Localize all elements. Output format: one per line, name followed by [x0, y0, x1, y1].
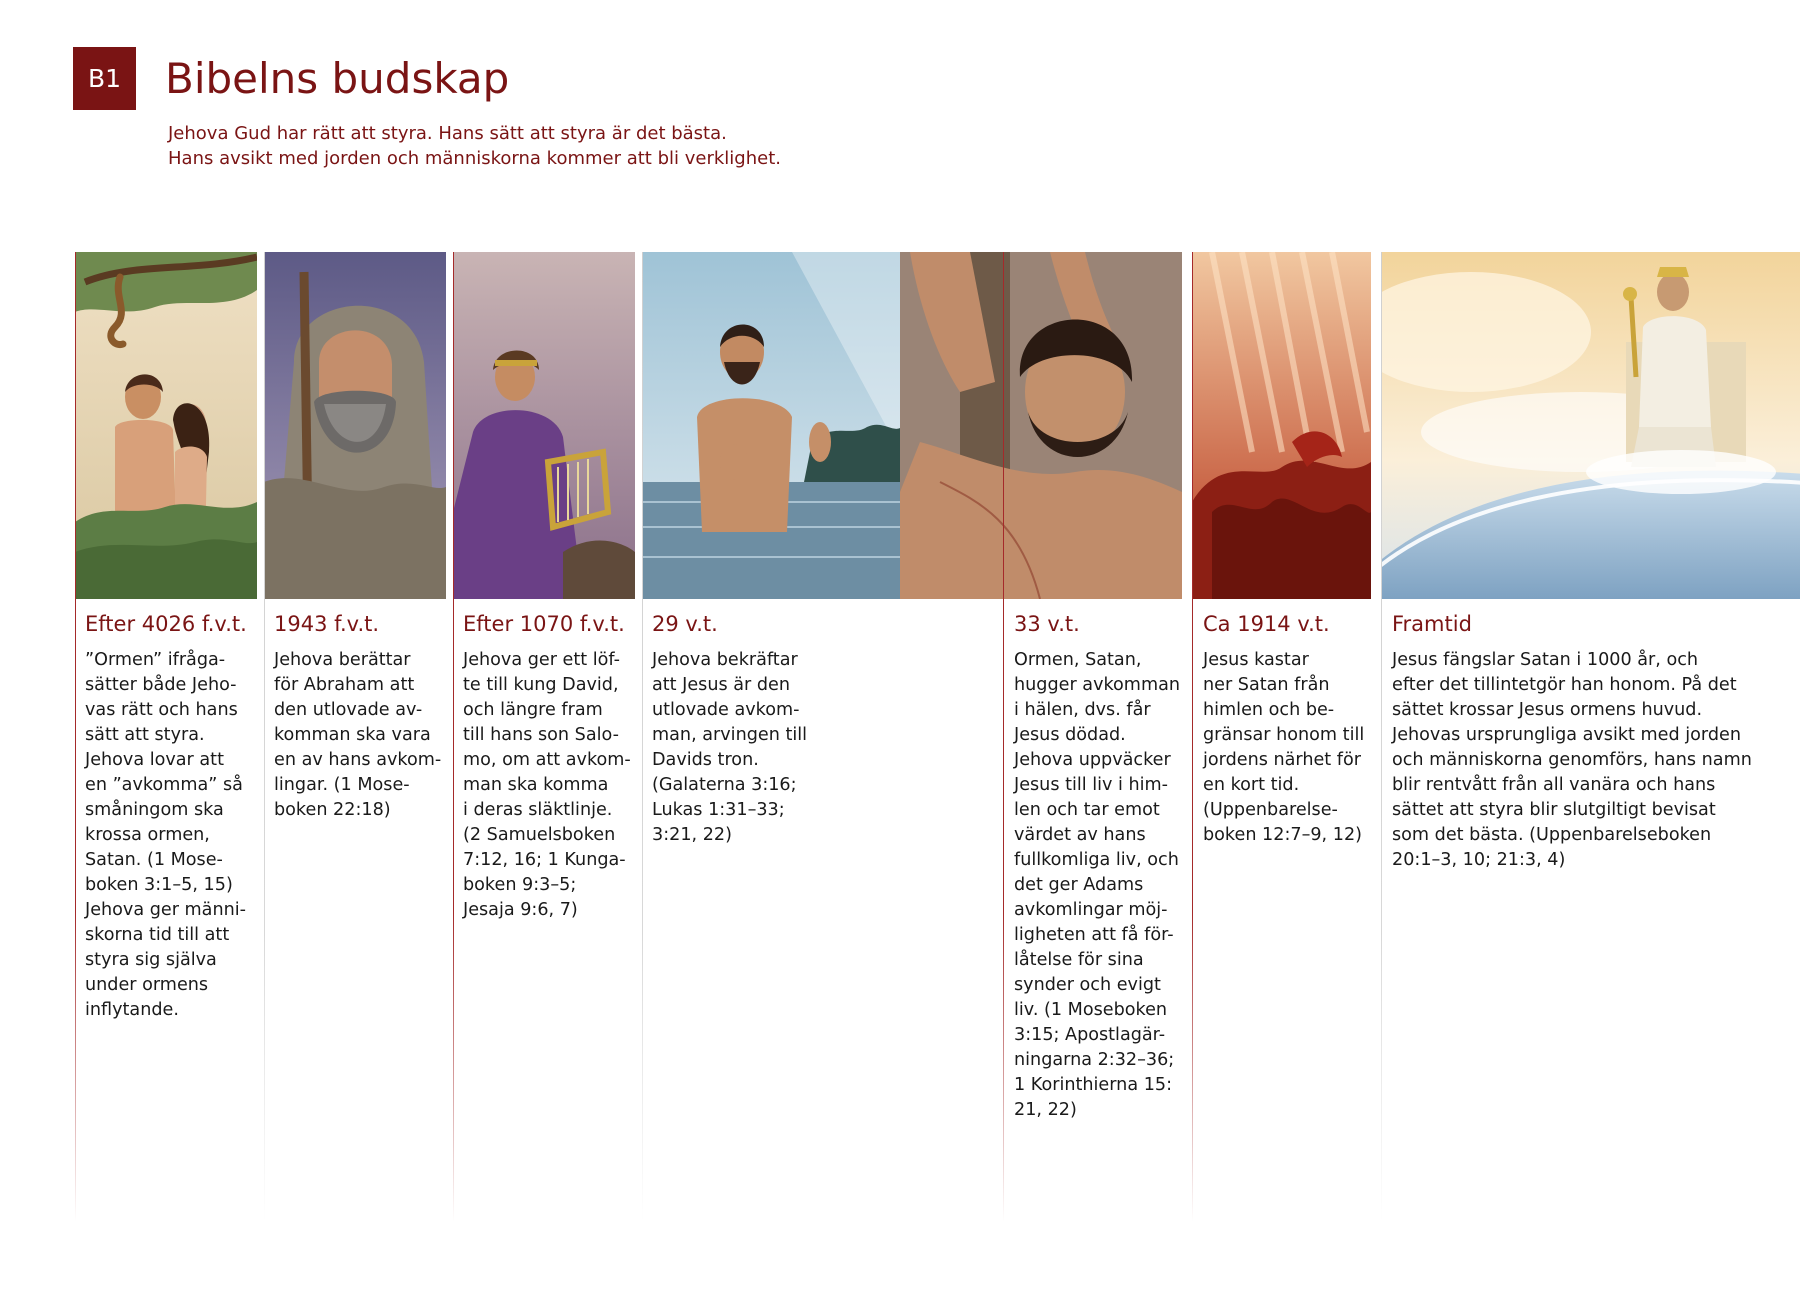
description-line: (2 Samuelsboken — [463, 825, 616, 845]
description-line: Jehovas ursprungliga avsikt med jorden — [1392, 725, 1741, 745]
king-david-harp-illustration — [453, 252, 635, 599]
description-line: boken 9:3–5; — [463, 875, 577, 895]
description-line: värdet av hans — [1014, 825, 1146, 845]
description-line: man, arvingen till — [652, 725, 808, 745]
description-line: blir rentvått från all vanära och hans — [1392, 775, 1716, 795]
timeline-description — [1203, 648, 1364, 848]
description-line: småningom ska — [85, 800, 224, 820]
description-line: liv. (1 Moseboken — [1014, 1000, 1168, 1020]
description-line: en ”avkomma” så — [85, 775, 243, 795]
timeline-date: Framtid — [1392, 612, 1472, 636]
description-line: te till kung David, — [463, 675, 619, 695]
description-line: fullkomliga liv, och — [1014, 850, 1179, 870]
timeline-date: Efter 1070 f.v.t. — [463, 612, 625, 636]
description-line: Lukas 1:31–33; — [652, 800, 785, 820]
description-line: som det bästa. (Uppenbarelseboken — [1392, 825, 1712, 845]
description-line: under ormens — [85, 975, 209, 995]
description-line: 20:1–3, 10; 21:3, 4) — [1392, 850, 1566, 870]
description-line: och längre fram — [463, 700, 603, 720]
timeline-divider — [1003, 252, 1004, 1222]
description-line: i deras släktlinje. — [463, 800, 613, 820]
description-line: skorna tid till att — [85, 925, 230, 945]
jesus-on-stake-illustration — [900, 252, 1182, 599]
description-line: boken 3:1–5, 15) — [85, 875, 233, 895]
description-line: den utlovade av- — [274, 700, 423, 720]
timeline-date: 29 v.t. — [652, 612, 718, 636]
timeline-divider — [1192, 252, 1193, 1222]
timeline-description — [652, 648, 807, 848]
section-badge: B1 — [73, 47, 136, 110]
satan-cast-down-illustration — [1192, 252, 1371, 599]
description-line: en av hans avkom- — [274, 750, 442, 770]
jesus-baptism-illustration — [642, 252, 900, 599]
subtitle-line: Hans avsikt med jorden och människorna kommer att bli verklighet. — [168, 148, 781, 169]
description-line: synder och evigt — [1014, 975, 1161, 995]
description-line: gränsar honom till — [1203, 725, 1365, 745]
description-line: en kort tid. — [1203, 775, 1300, 795]
jesus-king-throne-illustration — [1381, 252, 1800, 599]
description-line: ningarna 2:32–36; — [1014, 1050, 1175, 1070]
description-line: Jehova lovar att — [85, 750, 224, 770]
description-line: 7:12, 16; 1 Kunga- — [463, 850, 626, 870]
page-title: Bibelns budskap — [165, 54, 510, 103]
timeline-description — [463, 648, 631, 923]
description-line: 3:21, 22) — [652, 825, 732, 845]
description-line: (Uppenbarelse- — [1203, 800, 1338, 820]
description-line: Jehova berättar — [274, 650, 411, 670]
timeline-divider — [1381, 252, 1382, 1222]
adam-eve-serpent-illustration — [75, 252, 257, 599]
timeline-date: 33 v.t. — [1014, 612, 1080, 636]
description-line: 21, 22) — [1014, 1100, 1077, 1120]
description-line: jordens närhet för — [1203, 750, 1361, 770]
description-line: Satan. (1 Mose- — [85, 850, 223, 870]
description-line: mo, om att avkom- — [463, 750, 631, 770]
timeline-description — [1014, 648, 1180, 1123]
description-line: och människorna genomförs, hans namn — [1392, 750, 1752, 770]
description-line: Jesus till liv i him- — [1014, 775, 1169, 795]
description-line: för Abraham att — [274, 675, 415, 695]
page-subtitle — [168, 121, 781, 171]
description-line: Jesus fängslar Satan i 1000 år, och — [1392, 650, 1699, 670]
description-line: man ska komma — [463, 775, 609, 795]
description-line: len och tar emot — [1014, 800, 1160, 820]
description-line: krossa ormen, — [85, 825, 210, 845]
description-line: styra sig själva — [85, 950, 217, 970]
timeline-date: 1943 f.v.t. — [274, 612, 380, 636]
description-line: att Jesus är den — [652, 675, 791, 695]
timeline-description — [274, 648, 441, 823]
description-line: Jehova bekräftar — [652, 650, 798, 670]
description-line: låtelse för sina — [1014, 950, 1144, 970]
description-line: komman ska vara — [274, 725, 431, 745]
timeline-description — [1392, 648, 1752, 873]
description-line: Jehova ger ett löf- — [463, 650, 620, 670]
description-line: Jehova uppväcker — [1014, 750, 1171, 770]
description-line: 3:15; Apostlagär- — [1014, 1025, 1166, 1045]
description-line: lingar. (1 Mose- — [274, 775, 410, 795]
description-line: avkomlingar möj- — [1014, 900, 1168, 920]
description-line: sättet krossar Jesus ormens huvud. — [1392, 700, 1703, 720]
description-line: 1 Korinthierna 15: — [1014, 1075, 1173, 1095]
description-line: till hans son Salo- — [463, 725, 619, 745]
description-line: boken 22:18) — [274, 800, 391, 820]
description-line: ligheten att få för- — [1014, 925, 1174, 945]
description-line: hugger avkomman — [1014, 675, 1181, 695]
description-line: i hälen, dvs. får — [1014, 700, 1151, 720]
timeline-divider — [264, 252, 265, 1222]
description-line: vas rätt och hans — [85, 700, 238, 720]
timeline-date: Efter 4026 f.v.t. — [85, 612, 247, 636]
description-line: Ormen, Satan, — [1014, 650, 1142, 670]
abraham-illustration — [264, 252, 446, 599]
description-line: sätt att styra. — [85, 725, 205, 745]
description-line: efter det tillintetgör han honom. På det — [1392, 675, 1737, 695]
description-line: boken 12:7–9, 12) — [1203, 825, 1362, 845]
timeline-description — [85, 648, 246, 1023]
description-line: sättet att styra blir slutgiltigt bevisat — [1392, 800, 1716, 820]
timeline-divider — [453, 252, 454, 1222]
description-line: Davids tron. — [652, 750, 759, 770]
timeline-date: Ca 1914 v.t. — [1203, 612, 1330, 636]
description-line: det ger Adams — [1014, 875, 1144, 895]
description-line: Jesus dödad. — [1014, 725, 1126, 745]
description-line: himlen och be- — [1203, 700, 1335, 720]
subtitle-line: Jehova Gud har rätt att styra. Hans sätt att styra är det bästa. — [168, 123, 727, 144]
description-line: utlovade avkom- — [652, 700, 800, 720]
description-line: sätter både Jeho- — [85, 675, 237, 695]
description-line: ner Satan från — [1203, 675, 1330, 695]
description-line: (Galaterna 3:16; — [652, 775, 797, 795]
description-line: Jesus kastar — [1203, 650, 1309, 670]
description-line: inflytande. — [85, 1000, 179, 1020]
description-line: ”Ormen” ifråga- — [85, 650, 226, 670]
description-line: Jesaja 9:6, 7) — [463, 900, 578, 920]
timeline-divider — [642, 252, 643, 1222]
description-line: Jehova ger männi- — [85, 900, 246, 920]
timeline-divider — [75, 252, 76, 1222]
